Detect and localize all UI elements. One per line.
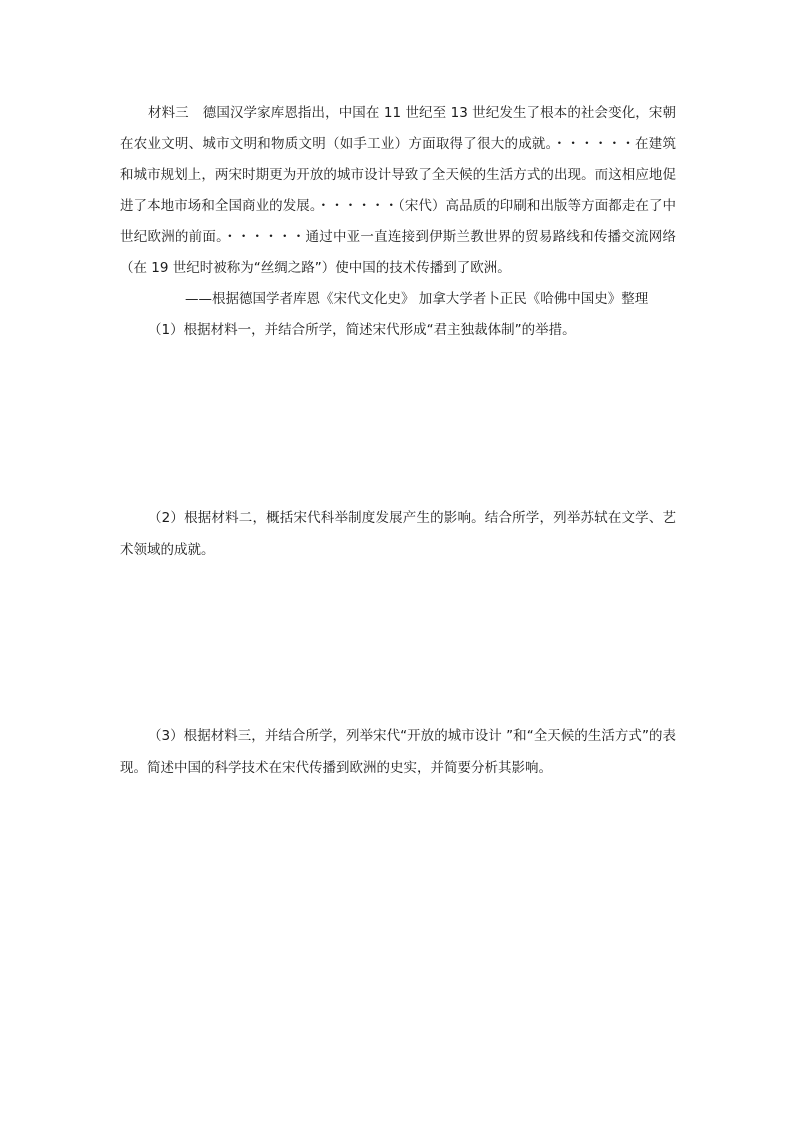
- material-three-paragraph: [120, 98, 676, 284]
- material-three-text: 德国汉学家库恩指出，中国在 11 世纪至 13 世纪发生了根本的社会变化，宋朝在农业文明、城市文明和物质文明（如手工业）方面取得了很大的成就。・・・・・・在建筑和城市规划上，两宋时期更为开放的城市设计导致了全天候的生活方式的出现。而这相应地促进了本地市场和全国商业的发展。・・・・・・（宋代）高品质的印刷和出版等方面都走在了中世纪欧洲的前面。・・・・・・通过中亚一直连接到伊斯兰教世界的贸易路线和传播交流网络（在 19 世纪时被称为“丝绸之路”）使中国的技术传播到了欧洲。: [120, 105, 676, 276]
- material-three-label: 材料三: [148, 105, 189, 121]
- question-1: [120, 314, 676, 346]
- question-2-text: （2）根据材料二，概括宋代科举制度发展产生的影响。结合所学，列举苏轼在文学、艺术领域的成就。: [120, 510, 676, 558]
- question-3: [120, 720, 676, 784]
- question-2: [120, 502, 676, 566]
- material-three: [120, 98, 676, 284]
- question-3-text: （3）根据材料三，并结合所学，列举宋代“开放的城市设计 ”和“全天候的生活方式”的表现。简述中国的科学技术在宋代传播到欧洲的史实，并简要分析其影响。: [120, 728, 676, 776]
- question-1-text: （1）根据材料一，并结合所学，简述宋代形成“君主独裁体制”的举措。: [148, 322, 576, 338]
- material-three-source: ——根据德国学者库恩《宋代文化史》 加拿大学者卜正民《哈佛中国史》整理: [185, 291, 649, 307]
